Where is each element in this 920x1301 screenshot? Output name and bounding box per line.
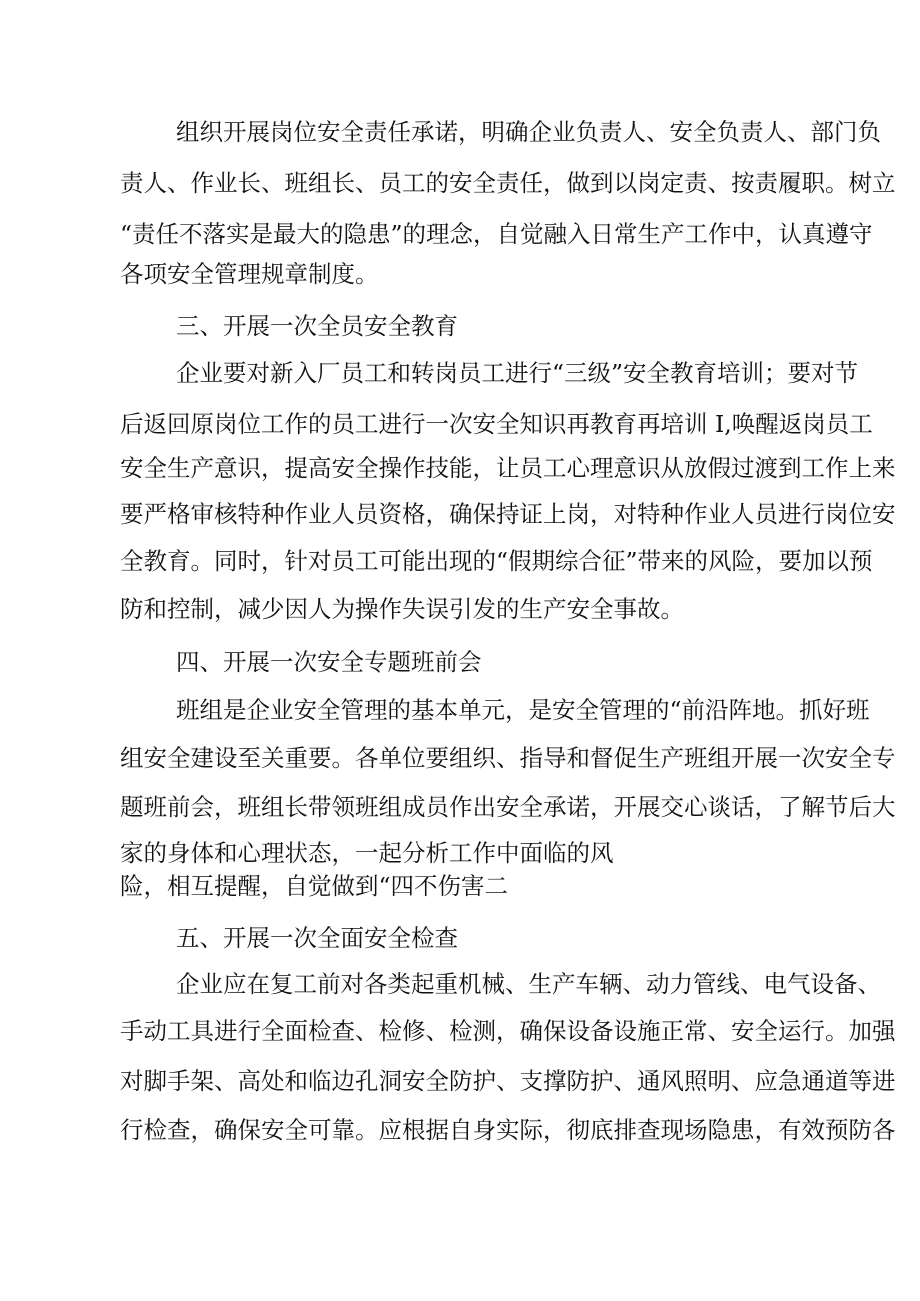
document-page: 组织开展岗位安全责任承诺，明确企业负责人、安全负责人、部门负 责人、作业长、班组长、员工的安全责任，做到以岗定责、按责履职。树立 “责任不落实是最大的隐患”的理念，自觉融入日常生产工作中，认真遵守 各项安全管理规章制度。 三、开展一次全员安全教育 企业要对新入厂员工和转岗员工进行“三级”安全教育培训；要对节 后返回原岗位工作的员工进行一次安全知识再教育再培训 I,唤醒返岗员工 安全生产意识，提高安全操作技能，让员工心理意识从放假过渡到工作上来 要严格审核特种作业人员资格，确保持证上岗，对特种作业人员进行岗位安 全教育。同时，针对员工可能出现的“假期综合征”带来的风险，要加以预 防和控制，减少因人为操作失误引发的生产安全事故。 四、开展一次安全专题班前会 班组是企业安全管理的基本单元，是安全管理的“前沿阵地。抓好班 组安全建设至关重要。各单位要组织、指导和督促生产班组开展一次安全专 题班前会，班组长带领班组成员作出安全承诺，开展交心谈话，了解节后大 家的身体和心理状态，一起分析工作中面临的风 险，相互提醒，自觉做到“四不伤害二 五、开展一次全面安全检查 企业应在复工前对各类起重机械、生产车辆、动力管线、电气设备、 手动工具进行全面检查、检修、检测，确保设备设施正常、安全运行。加强 对脚手架、高处和临边孔洞安全防护、支撑防护、通风照明、应急通道等进 行检查，确保安全可靠。应根据自身实际，彻底排查现场隐患，有效预防各 (120, 118, 896, 1144)
